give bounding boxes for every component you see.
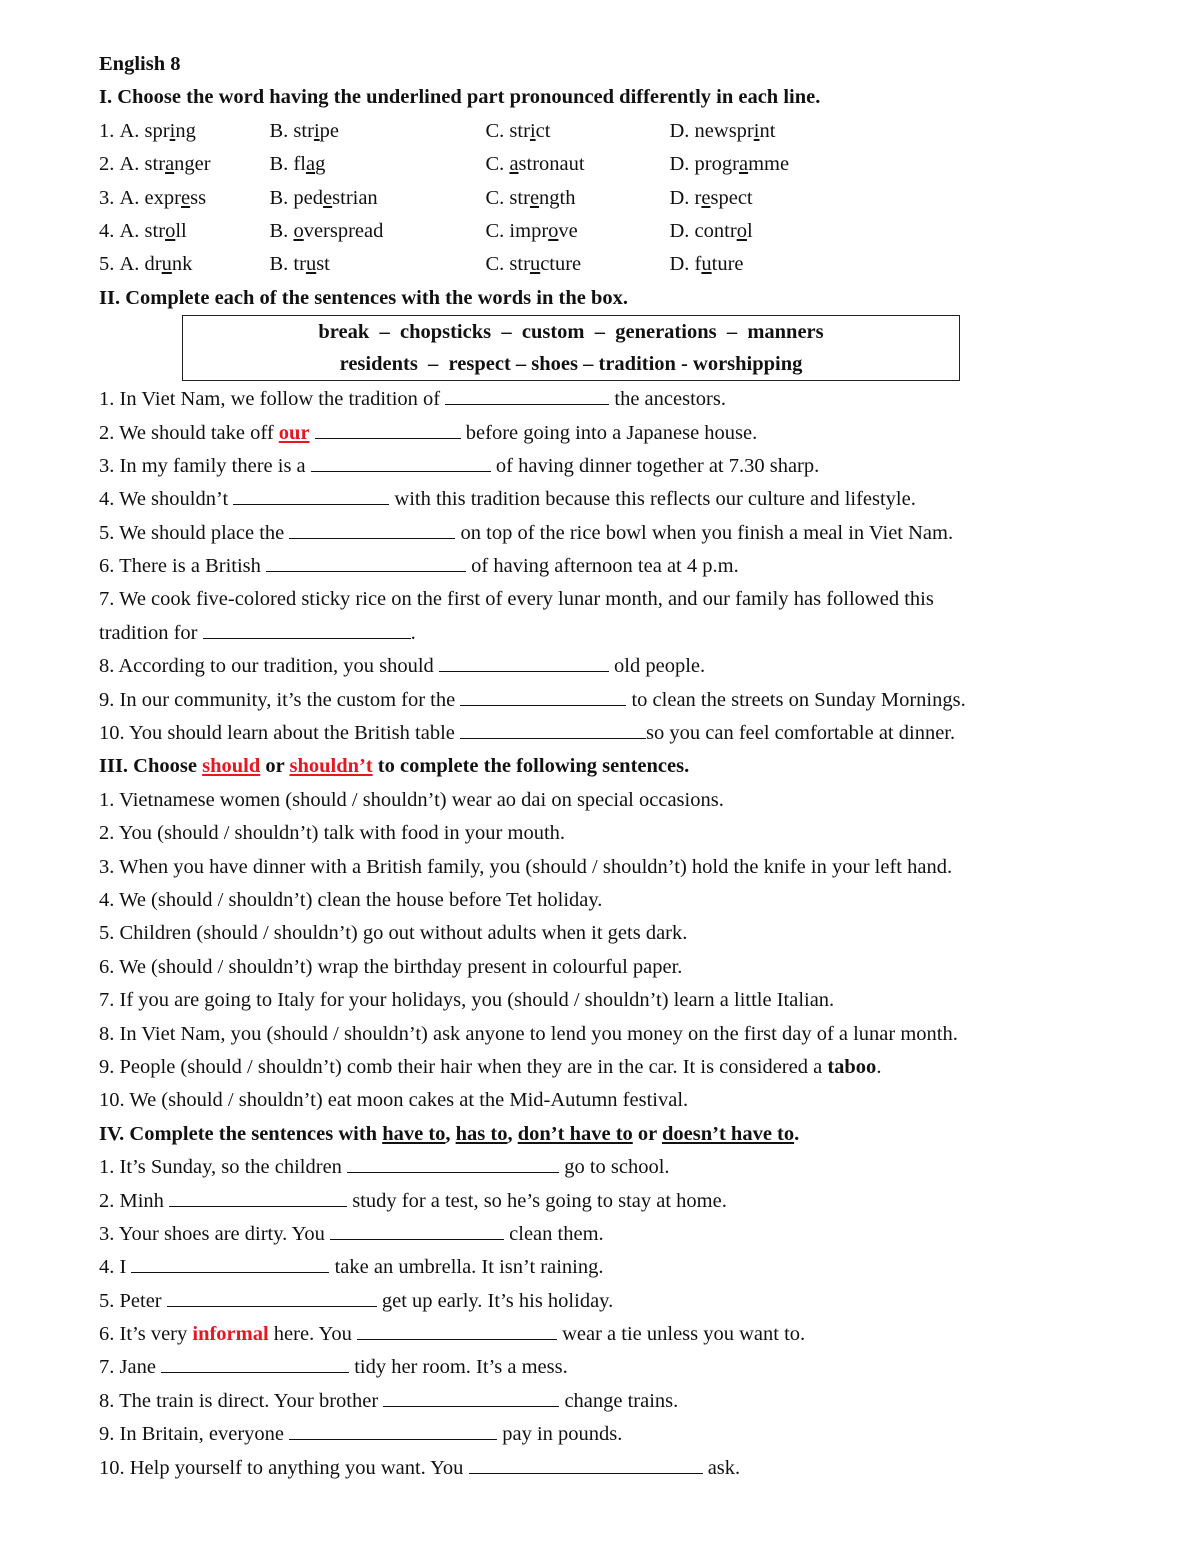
s4-item-2: 2. Minh study for a test, so he’s going to stay at home. xyxy=(99,1189,727,1212)
option-b: B. flag xyxy=(269,153,326,176)
option-c: C. improve xyxy=(485,219,578,242)
option-a: A. stranger xyxy=(119,153,211,176)
section-3-heading: III. Choose should or shouldn’t to complete the following sentences. xyxy=(99,755,690,778)
s3-item-6: 6. We (should / shouldn’t) wrap the birthday present in colourful paper. xyxy=(99,955,683,978)
section-2-heading: II. Complete each of the sentences with the words in the box. xyxy=(99,286,628,309)
s2-item-8: 8. According to our tradition, you should old people. xyxy=(99,655,706,678)
s4-item-5: 5. Peter get up early. It’s his holiday. xyxy=(99,1289,614,1312)
option-a: A. stroll xyxy=(119,219,187,242)
s1-row xyxy=(99,115,1109,148)
option-b: B. overspread xyxy=(269,219,384,242)
s2-item-9: 9. In our community, it’s the custom for the to clean the streets on Sunday Mornings. xyxy=(99,688,966,711)
option-a: A. express xyxy=(119,186,207,209)
question-number: 1. xyxy=(99,119,115,142)
s3-item-9: 9. People (should / shouldn’t) comb their hair when they are in the car. It is considered a taboo. xyxy=(99,1055,882,1078)
highlight-our: our xyxy=(278,421,310,444)
keyword-shouldnt: shouldn’t xyxy=(289,755,373,778)
s4-item-10: 10. Help yourself to anything you want. You ask. xyxy=(99,1456,741,1479)
s2-item-10: 10. You should learn about the British table so you can feel comfortable at dinner. xyxy=(99,722,956,745)
s3-item-7: 7. If you are going to Italy for your holidays, you (should / shouldn’t) learn a little Italian. xyxy=(99,989,835,1012)
word-box xyxy=(182,315,960,381)
s4-item-6: 6. It’s very informal here. You wear a tie unless you want to. xyxy=(99,1323,806,1346)
option-b: B. trust xyxy=(269,253,330,276)
s4-item-8: 8. The train is direct. Your brother change trains. xyxy=(99,1389,679,1412)
section-4-items xyxy=(99,1151,1109,1485)
section-4-heading: IV. Complete the sentences with have to, has to, don’t have to or doesn’t have to. xyxy=(99,1122,800,1145)
option-d: D. respect xyxy=(669,186,753,209)
option-a: A. spring xyxy=(119,119,196,142)
s1-row xyxy=(99,248,1109,281)
s4-item-3: 3. Your shoes are dirty. You clean them. xyxy=(99,1222,604,1245)
s2-item-1: 1. In Viet Nam, we follow the tradition of the ancestors. xyxy=(99,388,726,411)
s3-item-10: 10. We (should / shouldn’t) eat moon cakes at the Mid-Autumn festival. xyxy=(99,1089,689,1112)
s2-item-5: 5. We should place the on top of the rice bowl when you finish a meal in Viet Nam. xyxy=(99,521,954,544)
worksheet-title: English 8 xyxy=(99,53,181,75)
worksheet xyxy=(99,48,1109,1485)
option-a: A. drunk xyxy=(119,253,193,276)
section-1-rows xyxy=(99,115,1109,282)
s3-item-5: 5. Children (should / shouldn’t) go out without adults when it gets dark. xyxy=(99,922,688,945)
keyword-taboo: taboo xyxy=(827,1055,877,1078)
section-1-heading: I. Choose the word having the underlined part pronounced differently in each line. xyxy=(99,86,821,109)
word-box-line-2: residents – respect – shoes – tradition - worshipping xyxy=(339,353,803,376)
s4-item-1: 1. It’s Sunday, so the children go to school. xyxy=(99,1156,670,1179)
option-c: C. strength xyxy=(485,186,576,209)
s2-item-2: 2. We should take off our before going into a Japanese house. xyxy=(99,421,758,444)
s1-row xyxy=(99,182,1109,215)
s3-item-4: 4. We (should / shouldn’t) clean the house before Tet holiday. xyxy=(99,888,603,911)
s2-item-7-cont: tradition for . xyxy=(99,621,416,644)
option-d: D. control xyxy=(669,219,753,242)
option-b: B. stripe xyxy=(269,119,339,142)
question-number: 5. xyxy=(99,253,115,276)
s2-item-3: 3. In my family there is a of having dinner together at 7.30 sharp. xyxy=(99,454,820,477)
s2-item-6: 6. There is a British of having afternoon tea at 4 p.m. xyxy=(99,555,739,578)
section-3-items xyxy=(99,784,1109,1118)
s4-item-9: 9. In Britain, everyone pay in pounds. xyxy=(99,1423,623,1446)
s3-item-8: 8. In Viet Nam, you (should / shouldn’t) ask anyone to lend you money on the first day of a lunar month. xyxy=(99,1022,958,1045)
keyword-should: should xyxy=(202,755,261,778)
question-number: 3. xyxy=(99,186,115,209)
option-c: C. strict xyxy=(485,119,551,142)
question-number: 4. xyxy=(99,219,115,242)
s3-item-2: 2. You (should / shouldn’t) talk with food in your mouth. xyxy=(99,822,566,845)
section-2-items xyxy=(99,383,1109,750)
s2-item-7: 7. We cook five-colored sticky rice on the first of every lunar month, and our family has followed this xyxy=(99,588,934,611)
s2-item-4: 4. We shouldn’t with this tradition because this reflects our culture and lifestyle. xyxy=(99,488,916,511)
keyword-informal: informal xyxy=(192,1323,269,1346)
option-d: D. future xyxy=(669,253,744,276)
option-d: D. newsprint xyxy=(669,119,776,142)
option-d: D. programme xyxy=(669,153,790,176)
question-number: 2. xyxy=(99,153,115,176)
s4-item-7: 7. Jane tidy her room. It’s a mess. xyxy=(99,1356,568,1379)
s1-row xyxy=(99,148,1109,181)
s4-item-4: 4. I take an umbrella. It isn’t raining. xyxy=(99,1256,604,1279)
word-box-line-1: break – chopsticks – custom – generations – manners xyxy=(318,321,824,344)
s3-item-1: 1. Vietnamese women (should / shouldn’t) wear ao dai on special occasions. xyxy=(99,788,724,811)
option-c: C. structure xyxy=(485,253,582,276)
s1-row xyxy=(99,215,1109,248)
option-b: B. pedestrian xyxy=(269,186,378,209)
s3-item-3: 3. When you have dinner with a British family, you (should / shouldn’t) hold the knife in your left hand. xyxy=(99,855,953,878)
option-c: C. astronaut xyxy=(485,153,585,176)
